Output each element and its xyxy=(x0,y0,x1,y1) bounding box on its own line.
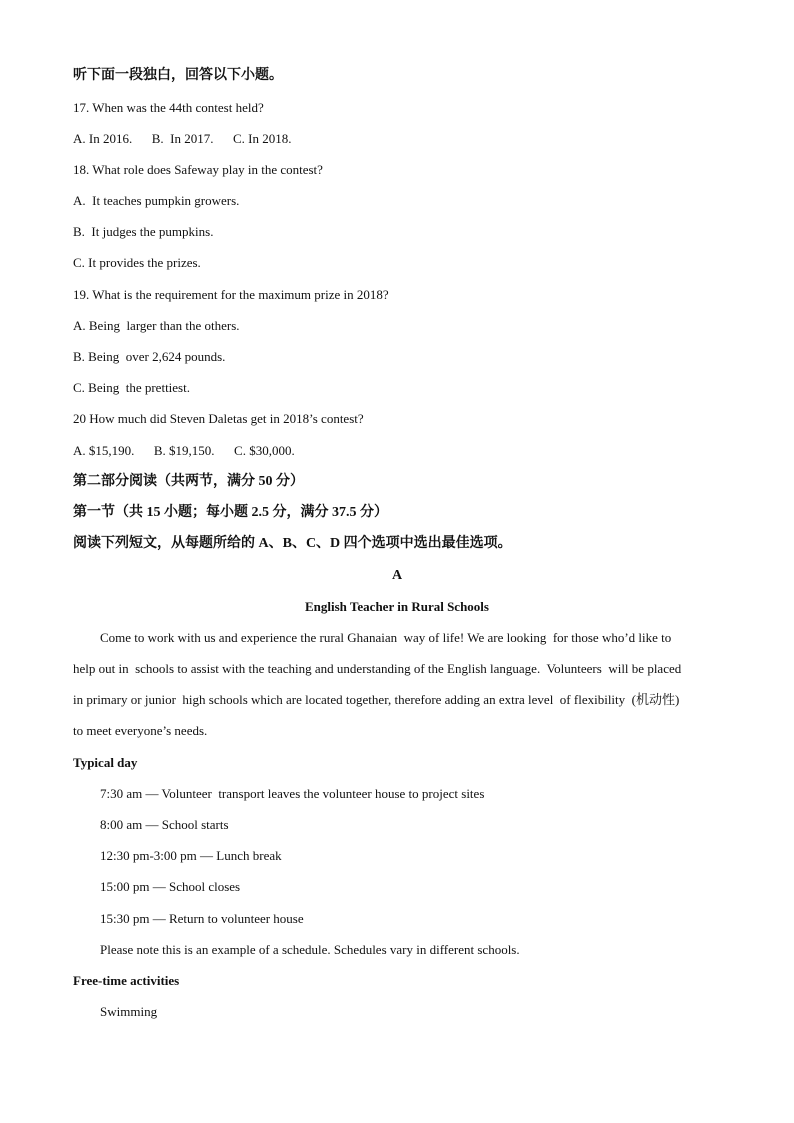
passage-title: English Teacher in Rural Schools xyxy=(305,599,489,614)
question-19-stem: 19. What is the requirement for the maximum prize in 2018? xyxy=(73,287,389,302)
question-20-options: A. $15,190. B. $19,150. C. $30,000. xyxy=(73,443,295,458)
reading-instruction: 阅读下列短文，从每题所给的 A、B、C、D 四个选项中选出最佳选项。 xyxy=(73,536,512,551)
intro-line-2: help out in schools to assist with the teaching and understanding of the English language. Volunteers will be placed xyxy=(73,661,682,676)
question-18-stem: 18. What role does Safeway play in the contest? xyxy=(73,162,323,177)
question-19-option-a: A. Being larger than the others. xyxy=(73,318,240,333)
schedule-item: 7:30 am — Volunteer transport leaves the volunteer house to project sites xyxy=(100,786,485,801)
question-18-option-b: B. It judges the pumpkins. xyxy=(73,224,214,239)
free-time-item: Swimming xyxy=(100,1004,158,1019)
schedule-item: 15:30 pm — Return to volunteer house xyxy=(100,911,304,926)
question-17-options: A. In 2016. B. In 2017. C. In 2018. xyxy=(73,131,292,146)
question-19-option-b: B. Being over 2,624 pounds. xyxy=(73,349,226,364)
schedule-note: Please note this is an example of a schedule. Schedules vary in different schools. xyxy=(100,942,520,957)
intro-line-1: Come to work with us and experience the rural Ghanaian way of life! We are looking for those who’d like to xyxy=(100,630,672,645)
reading-section-title: 第一节（共 15 小题；每小题 2.5 分，满分 37.5 分） xyxy=(73,505,388,520)
reading-part-title: 第二部分阅读（共两节，满分 50 分） xyxy=(73,474,304,489)
question-19-option-c: C. Being the prettiest. xyxy=(73,380,190,395)
schedule-item: 15:00 pm — School closes xyxy=(100,879,241,894)
listening-instruction: 听下面一段独白，回答以下小题。 xyxy=(73,68,283,83)
question-18-option-c: C. It provides the prizes. xyxy=(73,255,201,270)
question-18-option-a: A. It teaches pumpkin growers. xyxy=(73,193,240,208)
passage-letter: A xyxy=(391,568,403,583)
question-20-stem: 20 How much did Steven Daletas get in 2018’s contest? xyxy=(73,411,364,426)
question-17-stem: 17. When was the 44th contest held? xyxy=(73,100,264,115)
schedule-item: 8:00 am — School starts xyxy=(100,817,229,832)
schedule-item: 12:30 pm-3:00 pm — Lunch break xyxy=(100,848,282,863)
free-time-heading: Free-time activities xyxy=(73,973,180,988)
typical-day-heading: Typical day xyxy=(73,755,138,770)
intro-line-4: to meet everyone’s needs. xyxy=(73,723,208,738)
intro-line-3: in primary or junior high schools which are located together, therefore adding an extra level of flexibility (机动性) xyxy=(73,692,680,707)
